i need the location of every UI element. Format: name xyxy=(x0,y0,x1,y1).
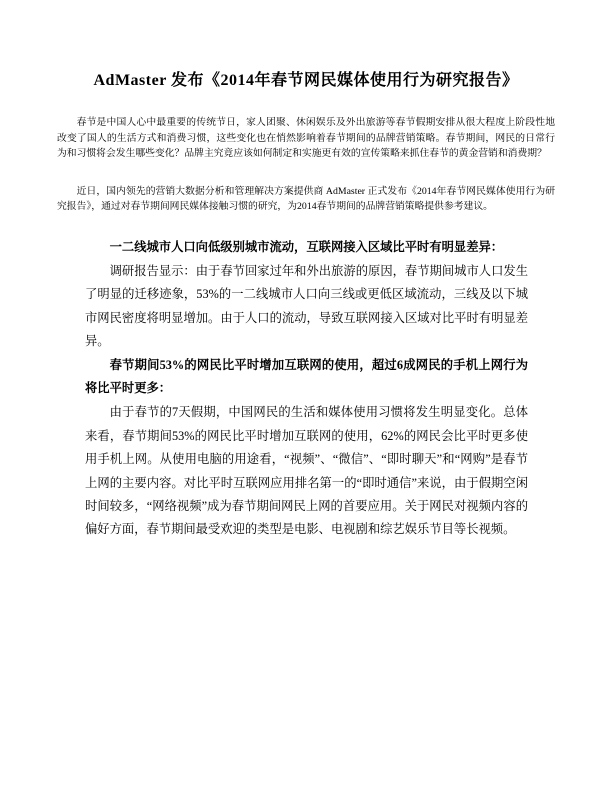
section-1-heading: 一二线城市人口向低级别城市流动，互联网接入区域比平时有明显差异： xyxy=(109,239,504,254)
section-1-body: 调研报告显示：由于春节回家过年和外出旅游的原因，春节期间城市人口发生了明显的迁移迹象，53%的一二线城市人口向三线或更低区域流动，三线及以下城市网民密度将明显增加。由于人口的流动，导致互联网接入区域对比平时有明显差异。 xyxy=(85,263,528,349)
intro-paragraph-1: 春节是中国人心中最重要的传统节日，家人团聚、休闲娱乐及外出旅游等春节假期安排从很大程度上阶段性地改变了国人的生活方式和消费习惯，这些变化也在悄然影响着春节期间的品牌营销策略。春节期间，网民的日常行为和习惯将会发生哪些变化？品牌主究竟应该如何制定和实施更有效的宣传策略来抓住春节的黄金营销和消费期？ xyxy=(57,117,555,159)
page-title: AdMaster 发布《2014年春节网民媒体使用行为研究报告》 xyxy=(93,72,519,89)
intro-paragraph-2: 近日，国内领先的营销大数据分析和管理解决方案提供商 AdMaster 正式发布《2014年春节网民媒体使用行为研究报告》，通过对春节期间网民媒体接触习惯的研究，为2014春节期间的品牌营销策略提供参考建议。 xyxy=(57,185,555,212)
section-2-heading: 春节期间53%的网民比平时增加互联网的使用，超过6成网民的手机上网行为将比平时更多： xyxy=(85,357,528,395)
section-2-body: 由于春节的7天假期，中国网民的生活和媒体使用习惯将发生明显变化。总体来看，春节期间53%的网民比平时增加互联网的使用，62%的网民会比平时更多使用手机上网。从使用电脑的用途看，“视频”、“微信”、“即时聊天”和“网购”是春节上网的主要内容。对比平时互联网应用排名第一的“即时通信”来说，由于假期空闲时间较多，“网络视频”成为春节期间网民上网的首要应用。关于网民对视频内容的偏好方面，春节期间最受欢迎的类型是电影、电视剧和综艺娱乐节目等长视频。 xyxy=(85,405,528,537)
